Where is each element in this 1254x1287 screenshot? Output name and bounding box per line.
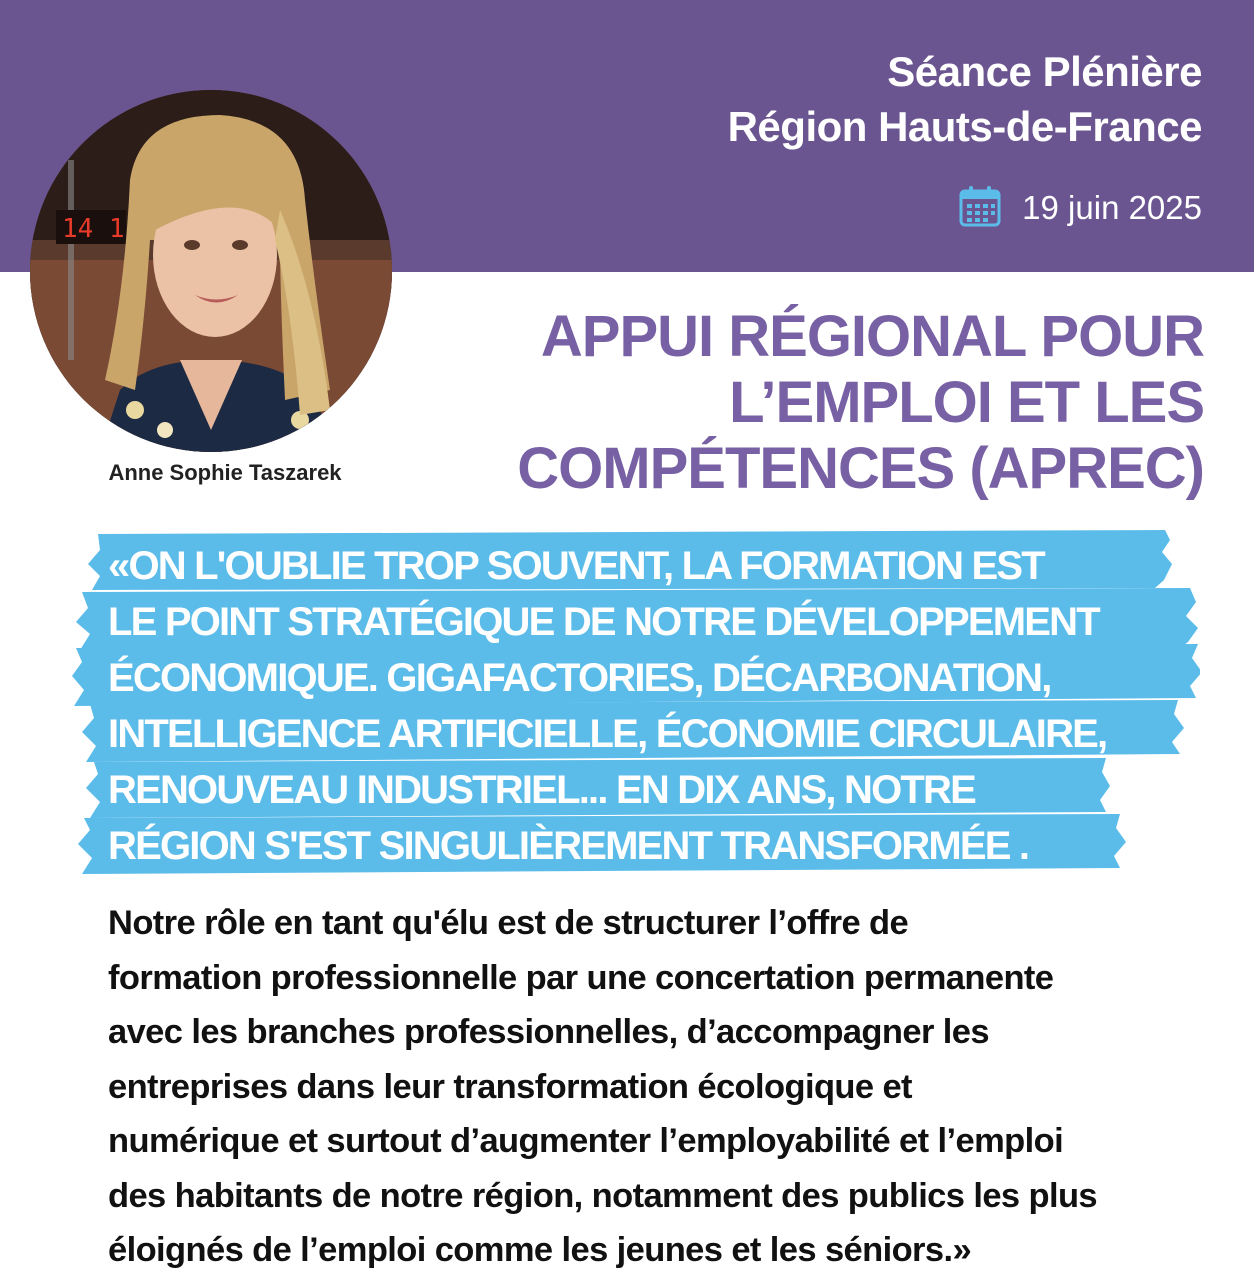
body-paragraph [108,896,1218,1278]
quote-line-6: RÉGION S'EST SINGULIÈREMENT TRANSFORMÉE . [108,824,1029,868]
date-text: 19 juin 2025 [1022,189,1202,226]
session-title-line-2: Région Hauts-de-France [727,103,1202,150]
session-title-line-1: Séance Plénière [887,48,1202,95]
body-line-4: entreprises dans leur transformation écologique et [108,1067,912,1106]
quote-line-5: RENOUVEAU INDUSTRIEL... EN DIX ANS, NOTRE [108,768,976,812]
body-line-2: formation professionnelle par une concertation permanente [108,958,1054,997]
quote-line-3: ÉCONOMIQUE. GIGAFACTORIES, DÉCARBONATION, [108,656,1051,700]
body-line-7: éloignés de l’emploi comme les jeunes et les séniors.» [108,1231,972,1269]
topic-title [517,304,1204,502]
quote-line-1: «ON L'OUBLIE TROP SOUVENT, LA FORMATION EST [108,544,1044,588]
session-date [958,186,1202,230]
body-line-5: numérique et surtout d’augmenter l’employabilité et l’emploi [108,1122,1064,1160]
clock-display: 14 1 [62,214,125,244]
speaker-name: Anne Sophie Taszarek [108,460,342,485]
calendar-icon [958,184,1002,233]
quote-line-4: INTELLIGENCE ARTIFICIELLE, ÉCONOMIE CIRCULAIRE, [108,712,1107,756]
quote-block [70,530,1200,875]
body-line-6: des habitants de notre région, notamment des publics les plus [108,1176,1098,1215]
topic-title-line-2: L’EMPLOI ET LES [729,370,1204,435]
session-title [728,44,1202,154]
body-line-3: avec les branches professionnelles, d’accompagner les [108,1013,989,1051]
body-line-1: Notre rôle en tant qu'élu est de structurer l’offre de [108,904,909,942]
topic-title-line-3: COMPÉTENCES (APREC) [517,436,1204,501]
quote-line-2: LE POINT STRATÉGIQUE DE NOTRE DÉVELOPPEMENT [108,600,1099,644]
speaker-photo [30,90,392,452]
topic-title-line-1: APPUI RÉGIONAL POUR [540,304,1204,369]
